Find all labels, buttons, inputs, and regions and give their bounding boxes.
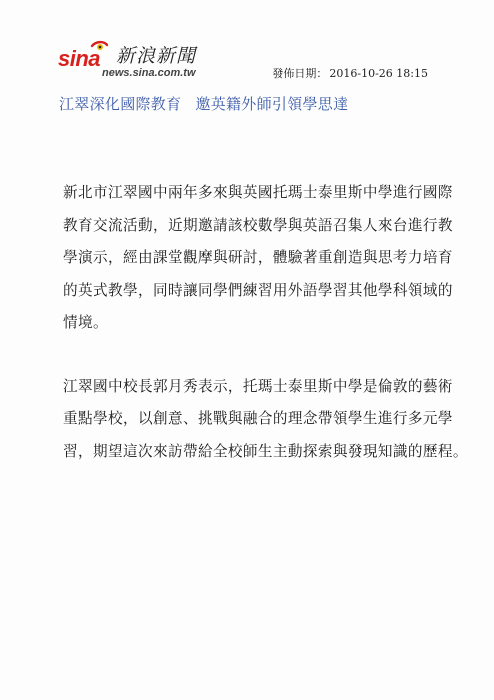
article-body — [63, 177, 468, 499]
masthead — [58, 40, 258, 80]
paragraph-1 — [63, 177, 453, 340]
paragraph-line: 學演示，經由課堂觀摩與研討，體驗著重創造與思考力培育 — [63, 249, 453, 266]
headline-part-1: 江翠深化國際教育 — [59, 95, 182, 113]
site-url: news.sina.com.tw — [102, 67, 196, 79]
logo-wordmark: sina — [58, 46, 101, 68]
paragraph-line: 情境。 — [63, 314, 108, 331]
article-headline — [59, 93, 348, 114]
sina-logo — [58, 40, 116, 68]
headline-part-2: 邀英籍外師引領學思達 — [195, 95, 349, 113]
publish-date — [272, 65, 428, 81]
paragraph-line: 重點學校，以創意、挑戰與融合的理念帶領學生進行多元學 — [63, 410, 453, 427]
paragraph-line: 新北市江翠國中兩年多來與英國托瑪士泰里斯中學進行國際 — [63, 184, 453, 201]
publish-date-value: 2016-10-26 18:15 — [329, 67, 428, 80]
paragraph-line: 教育交流活動，近期邀請該校數學與英語召集人來台進行教 — [63, 216, 453, 234]
brand-name: 新浪新聞 — [116, 45, 197, 67]
publish-date-label: 發佈日期： — [272, 67, 328, 80]
paragraph-line: 的英式教學，同時讓同學們練習用外語學習其他學科領域的 — [63, 281, 453, 299]
paragraph-line: 習，期望這次來訪帶給全校師生主動探索與發現知識的歷程。 — [63, 442, 468, 460]
paragraph-line: 江翠國中校長郭月秀表示，托瑪士泰里斯中學是倫敦的藝術 — [63, 377, 453, 395]
paragraph-2 — [63, 371, 468, 469]
